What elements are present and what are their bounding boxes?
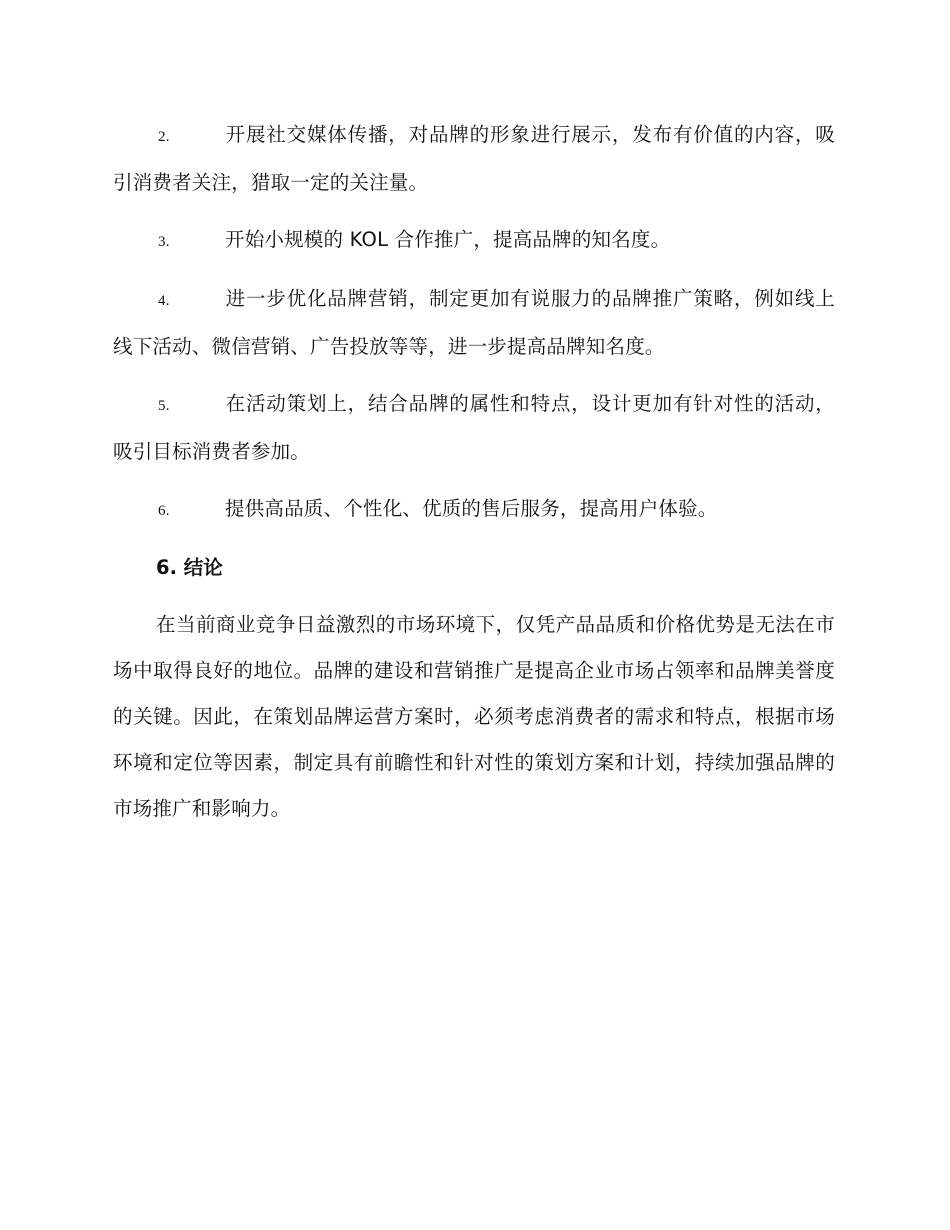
list-number: 2. xyxy=(158,129,170,145)
conclusion-paragraph: 在当前商业竞争日益激烈的市场环境下，仅凭产品品质和价格优势是无法在市场中取得良好的地位。品牌的建设和营销推广是提高企业市场占领率和品牌美誉度的关键。因此，在策划品牌运营方案时，必须考虑消费者的需求和特点，根据市场环境和定位等因素，制定具有前瞻性和针对性的策划方案和计划，持续加强品牌的市场推广和影响力。 xyxy=(113,613,835,820)
list-text: 开始小规模的 KOL 合作推广，提高品牌的知名度。 xyxy=(225,228,671,251)
list-item-5 xyxy=(113,381,835,475)
section-heading: 6. 结论 xyxy=(156,556,223,579)
list-item-2 xyxy=(113,112,835,206)
document-body xyxy=(113,112,835,832)
list-text: 开展社交媒体传播，对品牌的形象进行展示，发布有价值的内容，吸引消费者关注，猎取一定的关注量。 xyxy=(113,123,835,194)
list-text: 提供高品质、个性化、优质的售后服务，提高用户体验。 xyxy=(225,497,718,520)
list-number: 4. xyxy=(158,293,170,309)
list-item-3 xyxy=(113,217,835,265)
list-number: 6. xyxy=(158,503,170,519)
list-text: 在活动策划上，结合品牌的属性和特点，设计更加有针对性的活动，吸引目标消费者参加。 xyxy=(113,392,835,463)
list-number: 3. xyxy=(158,234,170,250)
list-number: 5. xyxy=(158,398,170,414)
list-item-6 xyxy=(113,486,835,534)
list-text: 进一步优化品牌营销，制定更加有说服力的品牌推广策略，例如线上线下活动、微信营销、广告投放等等，进一步提高品牌知名度。 xyxy=(113,287,835,358)
list-item-4 xyxy=(113,276,835,370)
